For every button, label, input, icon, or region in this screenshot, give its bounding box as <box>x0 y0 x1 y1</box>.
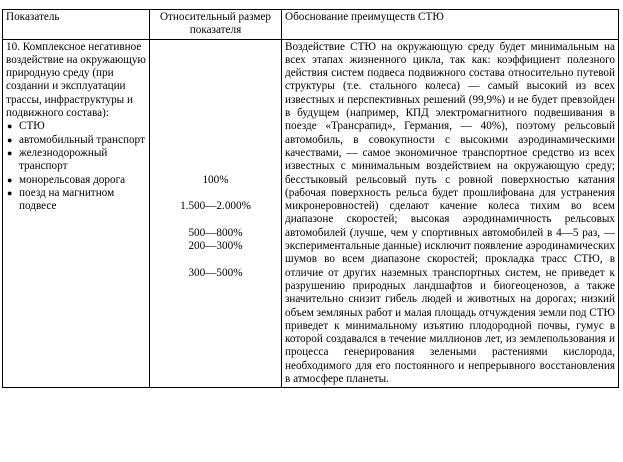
bullet-icon: ● <box>7 187 13 198</box>
indicator-cell <box>3 39 150 388</box>
bullet-icon: ● <box>7 174 13 185</box>
value-cell: 200—300% <box>188 240 243 253</box>
list-item-label: поезд на магнитном подвесе <box>19 186 115 213</box>
header-justification: Обоснование преимуществ СТЮ <box>282 10 619 40</box>
bullet-icon: ● <box>7 134 13 145</box>
indicator-list <box>6 120 146 213</box>
values-cell <box>150 39 282 388</box>
list-item <box>6 187 146 214</box>
list-item <box>6 174 146 187</box>
value-cell: 1.500—2.000% <box>180 200 251 213</box>
bullet-icon: ● <box>7 121 13 132</box>
table-row <box>3 39 619 388</box>
bullet-icon: ● <box>7 147 13 158</box>
value-cell: 100% <box>202 173 229 186</box>
header-indicator: Показатель <box>3 10 150 40</box>
comparison-table <box>2 9 619 388</box>
header-relative-size: Относительный размер показателя <box>150 10 282 40</box>
table-header-row <box>3 10 619 40</box>
value-cell: 300—500% <box>188 266 243 279</box>
list-item <box>6 147 146 174</box>
list-item-label: железнодорожный транспорт <box>19 146 108 173</box>
list-item <box>6 120 146 133</box>
value-cell: 500—800% <box>188 226 243 239</box>
list-item-label: монорельсовая дорога <box>19 173 126 186</box>
list-item-label: автомобильный транспорт <box>19 133 145 146</box>
list-item-label: СТЮ <box>19 120 45 133</box>
justification-cell: Воздействие СТЮ на окружающую среду будет минимальным на всех этапах жизненного цикла, так как: коэффициент полезного действия систем подвеса подвижного состава относительно путевой структуры (т.е. стального колеса) — самый высокий из всех известных и перспективных решений (99,9%) и не будет превзойден в будущем (например, КПД электромагнитного подвешивания в поезде «Трансрапид», Германия, — 40%), поэтому рельсовый автомобиль, в совокупности с высокими аэродинамическими качествами, — самое экономичное транспортное средство из всех известных с минимальным воздействием на окружающую среду; бесстыковый рельсовый путь с ровной поверхностью катания (рабочая поверхность рельса будет прошлифована для устранения микронеровностей) сделают качение колеса тихим во всем диапазоне скоростей; высокая аэродинамичность рельсовых автомобилей (лучше, чем у спортивных автомобилей в 4—5 раз, — экспериментальные данные) исключит появление аэродинамических шумов во всем диапазоне скоростей; прокладка трасс СТЮ, в отличие от других наземных транспортных систем, не приведет к разрушению природных ландшафтов и биогеоценозов, а также значительно снизит гибель людей и животных на дорогах; низкий объем земляных работ и малая площадь отчуждения земли под СТЮ приведет к минимальному изъятию плодородной почвы, гумус в которой создавался в течение миллионов лет, из землепользования и процесса генерирования зелеными растениями кислорода, необходимого для его постоянного и непрерывного восстановления в атмосфере планеты. <box>282 39 619 388</box>
indicator-intro: 10. Комплексное негативное воздействие на окружающую природную среду (при создании и эксплуатации трассы, инфраструктуры и подвижного состава): <box>6 40 146 120</box>
list-item <box>6 134 146 147</box>
